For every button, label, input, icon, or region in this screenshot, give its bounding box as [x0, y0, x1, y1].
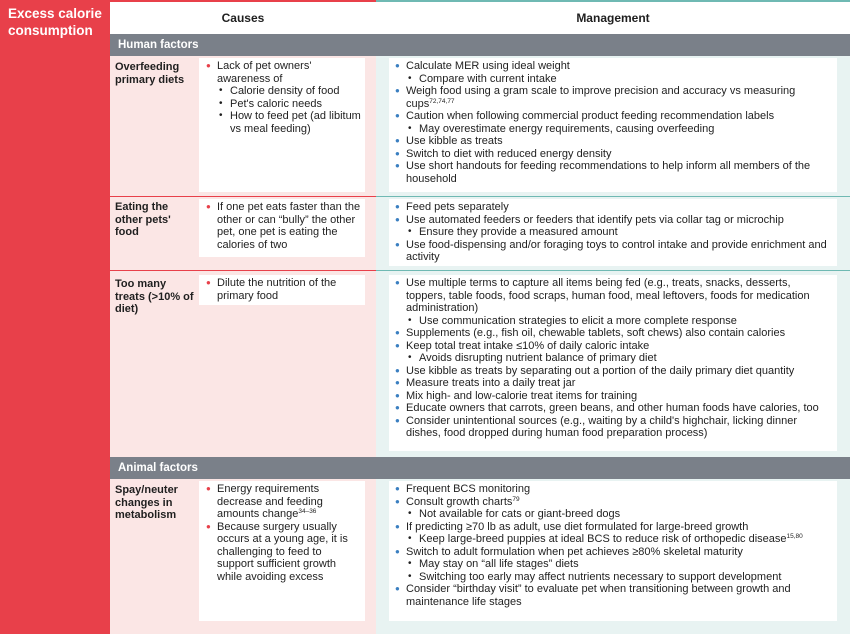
cause-item: ● If one pet eats faster than the other or can “bully” the other pet, one pet is eating the calories of two: [206, 201, 361, 251]
management-subitem: • Compare with current intake: [395, 73, 833, 86]
citation-ref: 72,74,77: [429, 97, 455, 105]
causes-cell-too-many-treats: [199, 275, 365, 305]
causes-cell-overfeeding: [199, 58, 365, 192]
category-sidebar: [0, 0, 110, 634]
management-item: ● Keep total treat intake ≤10% of daily caloric intake: [395, 340, 833, 353]
management-subitem-text: Keep large-breed puppies at ideal BCS to reduce risk of orthopedic disease: [419, 533, 787, 545]
row-separator: [110, 196, 376, 197]
management-item: ● Consider “birthday visit” to evaluate pet when transitioning between growth and maintenance life stages: [395, 583, 833, 608]
management-cell-overfeeding: [389, 58, 837, 192]
management-item: ● Supplements (e.g., fish oil, chewable tablets, soft chews) also contain calories: [395, 327, 833, 340]
management-item: ● Use short handouts for feeding recommendations to help inform all members of the household: [395, 160, 833, 185]
citation-ref: 15,80: [786, 533, 803, 540]
management-header: Management: [376, 0, 850, 34]
management-item: [395, 496, 833, 509]
management-item: ● Use food-dispensing and/or foraging toys to control intake and provide enrichment and activity: [395, 239, 833, 264]
management-subitem: • May stay on “all life stages” diets: [395, 558, 833, 571]
management-item: ● Switch to diet with reduced energy density: [395, 148, 833, 161]
row-separator: [110, 270, 376, 271]
management-cell-too-many-treats: [389, 275, 837, 451]
citation-ref: 34–36: [298, 508, 317, 515]
cause-subitem: • Pet's caloric needs: [206, 98, 361, 111]
table-title: Excess calorie consumption: [8, 6, 102, 38]
management-item: ● Consider unintentional sources (e.g., waiting by a child's highchair, licking dinner dishes, food dropped during human food preparation process): [395, 415, 833, 440]
section-human-factors: Human factors: [110, 34, 850, 56]
management-item: ● If predicting ≥70 lb as adult, use diet formulated for large-breed growth: [395, 521, 833, 534]
management-item: ● Caution when following commercial product feeding recommendation labels: [395, 110, 833, 123]
cause-item-text: Energy requirements decrease and feeding amounts change: [217, 483, 323, 520]
cause-item: ● Dilute the nutrition of the primary food: [206, 277, 361, 302]
row-label-overfeeding: Overfeeding primary diets: [115, 61, 185, 86]
management-item: ● Educate owners that carrots, green beans, and other human foods have calories, too: [395, 402, 833, 415]
management-item: ● Switch to adult formulation when pet achieves ≥80% skeletal maturity: [395, 546, 833, 559]
management-item: ● Feed pets separately: [395, 201, 833, 214]
cause-subitem: • Calorie density of food: [206, 85, 361, 98]
cause-item: [206, 483, 361, 521]
causes-cell-eating-others-food: [199, 199, 365, 257]
management-item: [395, 85, 833, 110]
causes-cell-spay-neuter: [199, 481, 365, 621]
row-separator: [376, 270, 850, 271]
management-subitem: • Ensure they provide a measured amount: [395, 226, 833, 239]
management-item: ● Frequent BCS monitoring: [395, 483, 833, 496]
management-item: ● Use automated feeders or feeders that identify pets via collar tag or microchip: [395, 214, 833, 227]
cause-item: ● Lack of pet owners' awareness of: [206, 60, 361, 85]
management-cell-eating-others-food: [389, 199, 837, 266]
management-subitem: • Switching too early may affect nutrients necessary to support development: [395, 571, 833, 584]
row-label-eating-others-food: Eating the other pets' food: [115, 201, 171, 238]
causes-header: Causes: [110, 0, 376, 34]
row-separator: [376, 196, 850, 197]
management-cell-spay-neuter: [389, 481, 837, 621]
citation-ref: 79: [512, 495, 520, 503]
management-item: ● Use kibble as treats: [395, 135, 833, 148]
management-subitem: • Use communication strategies to elicit a more complete response: [395, 315, 833, 328]
row-label-spay-neuter: Spay/neuter changes in metabolism: [115, 484, 178, 521]
management-item-text: Weigh food using a gram scale to improve precision and accuracy vs measuring cups: [406, 85, 796, 110]
management-subitem: • May overestimate energy requirements, causing overfeeding: [395, 123, 833, 136]
section-animal-factors: Animal factors: [110, 457, 850, 479]
management-item: ● Use kibble as treats by separating out a portion of the daily primary diet quantity: [395, 365, 833, 378]
management-subitem: • Not available for cats or giant-breed dogs: [395, 508, 833, 521]
row-label-too-many-treats: Too many treats (>10% of diet): [115, 278, 194, 315]
management-subitem: [395, 533, 833, 546]
cause-subitem: • How to feed pet (ad libitum vs meal feeding): [206, 110, 361, 135]
management-subitem: • Avoids disrupting nutrient balance of primary diet: [395, 352, 833, 365]
management-item: ● Measure treats into a daily treat jar: [395, 377, 833, 390]
management-item: ● Calculate MER using ideal weight: [395, 60, 833, 73]
management-item: ● Mix high- and low-calorie treat items for training: [395, 390, 833, 403]
management-item: ● Use multiple terms to capture all items being fed (e.g., treats, snacks, desserts, toppers, table foods, food scraps, human food, meal leftovers, foods for medication administration): [395, 277, 833, 315]
cause-item: ● Because surgery usually occurs at a young age, it is challenging to feed to support sufficient growth while avoiding excess: [206, 521, 361, 584]
management-item-text: Consult growth charts: [406, 495, 513, 508]
